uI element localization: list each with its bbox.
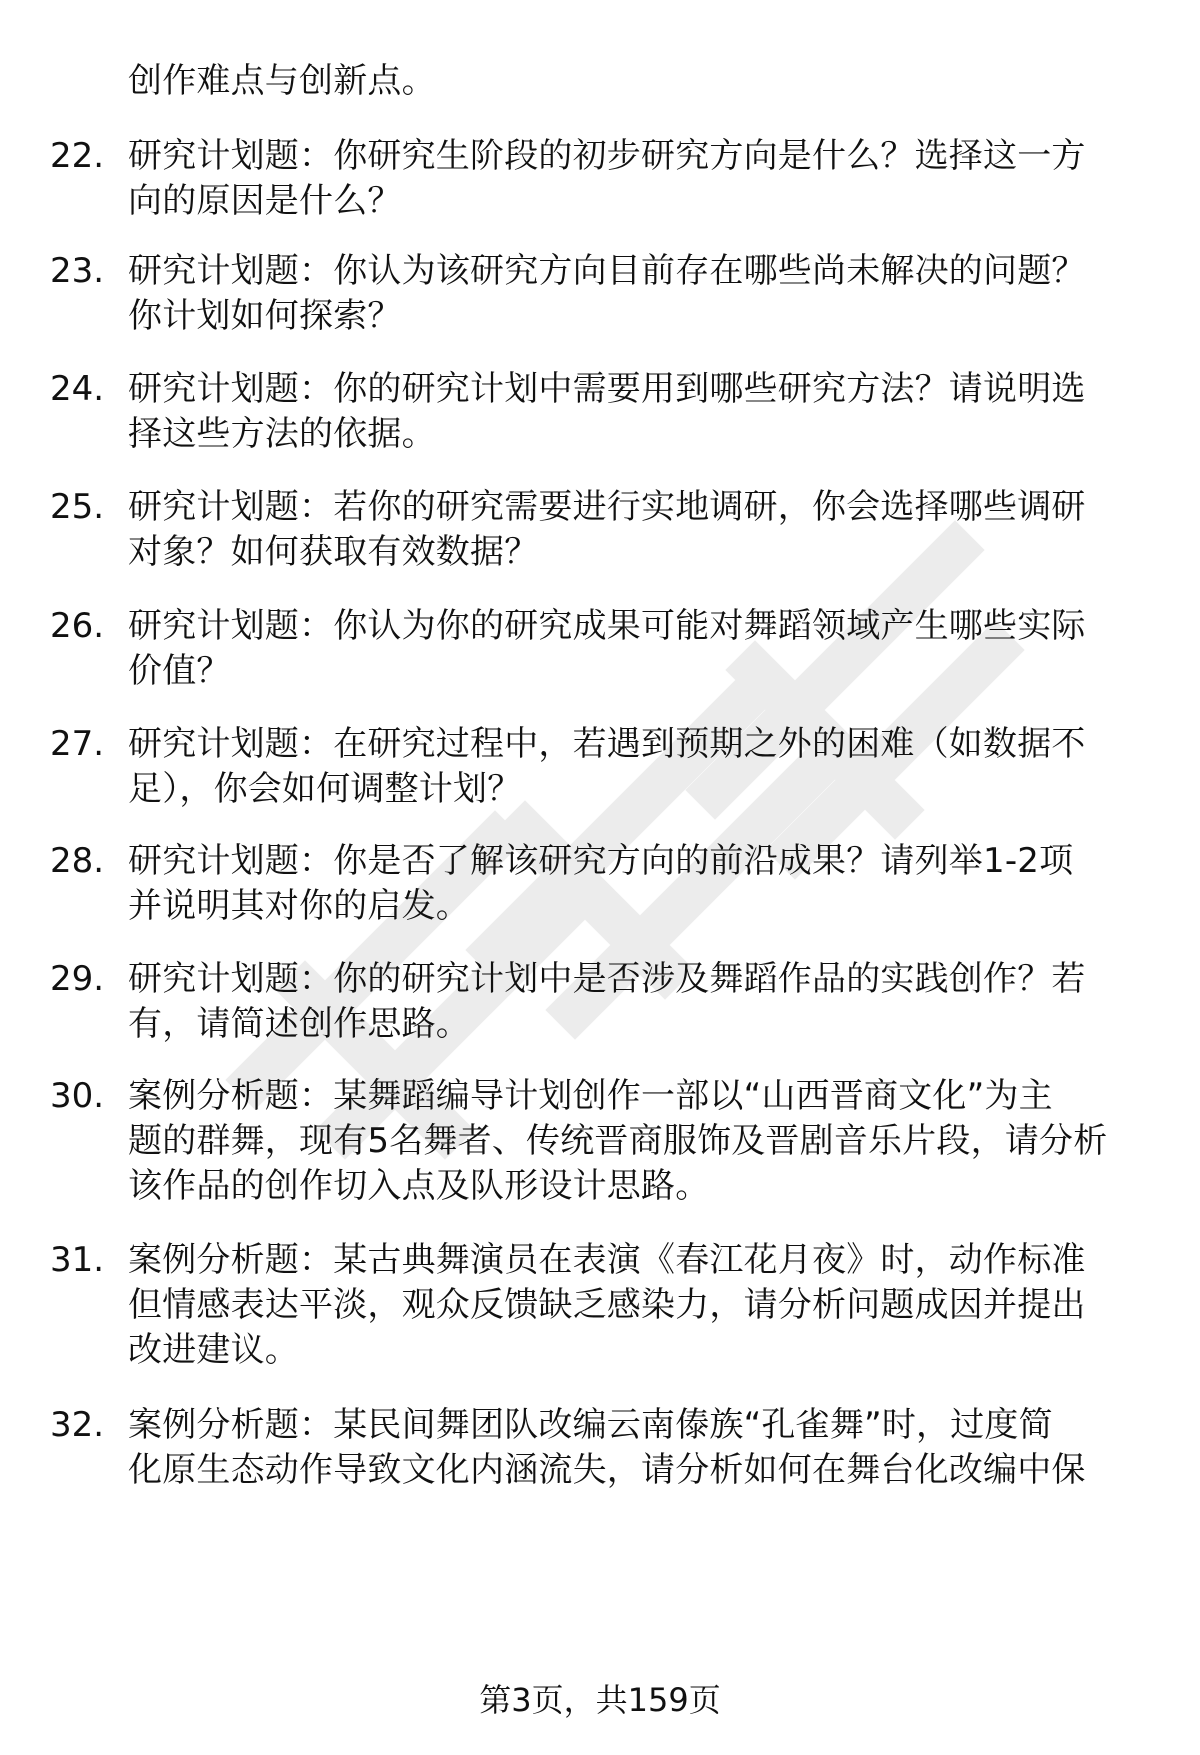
item-text-line: 案例分析题：某古典舞演员在表演《春江花月夜》时，动作标准 xyxy=(128,1240,1086,1280)
item-text-line: 创作难点与创新点。 xyxy=(128,61,436,101)
item-text-line: 你计划如何探索？ xyxy=(128,296,402,336)
item-text-line: 案例分析题：某舞蹈编导计划创作一部以“山西晋商文化”为主 xyxy=(128,1076,1053,1116)
item-number: 29. xyxy=(50,959,105,999)
item-text-line: 研究计划题：在研究过程中，若遇到预期之外的困难（如数据不 xyxy=(128,724,1086,764)
item-text-line: 研究计划题：你的研究计划中是否涉及舞蹈作品的实践创作？若 xyxy=(128,959,1086,999)
item-text-line: 足），你会如何调整计划？ xyxy=(128,769,522,809)
item-number: 30. xyxy=(50,1076,105,1116)
item-text-line: 择这些方法的依据。 xyxy=(128,414,436,454)
item-text-line: 化原生态动作导致文化内涵流失，请分析如何在舞台化改编中保 xyxy=(128,1450,1086,1490)
item-text-line: 该作品的创作切入点及队形设计思路。 xyxy=(128,1166,710,1206)
item-text-line: 研究计划题：你研究生阶段的初步研究方向是什么？选择这一方 xyxy=(128,136,1086,176)
item-number: 22. xyxy=(50,136,105,176)
item-number: 28. xyxy=(50,841,105,881)
item-text-line: 但情感表达平淡，观众反馈缺乏感染力，请分析问题成因并提出 xyxy=(128,1285,1086,1325)
item-number: 26. xyxy=(50,606,105,646)
item-text-line: 研究计划题：你认为该研究方向目前存在哪些尚未解决的问题？ xyxy=(128,251,1086,291)
item-text-line: 有，请简述创作思路。 xyxy=(128,1004,470,1044)
item-text-line: 题的群舞，现有5名舞者、传统晋商服饰及晋剧音乐片段，请分析 xyxy=(128,1121,1108,1161)
page-footer: 第3页，共159页 xyxy=(479,1681,721,1719)
item-text-line: 价值？ xyxy=(128,651,231,691)
item-text-line: 向的原因是什么？ xyxy=(128,181,402,221)
item-text-line: 研究计划题：你认为你的研究成果可能对舞蹈领域产生哪些实际 xyxy=(128,606,1086,646)
item-number: 31. xyxy=(50,1240,105,1280)
item-text-line: 对象？如何获取有效数据？ xyxy=(128,532,539,572)
item-text-line: 改进建议。 xyxy=(128,1330,299,1370)
item-number: 32. xyxy=(50,1405,105,1445)
item-text-line: 案例分析题：某民间舞团队改编云南傣族“孔雀舞”时，过度简 xyxy=(128,1405,1053,1445)
item-text-line: 并说明其对你的启发。 xyxy=(128,886,470,926)
item-text-line: 研究计划题：若你的研究需要进行实地调研，你会选择哪些调研 xyxy=(128,487,1086,527)
item-number: 27. xyxy=(50,724,105,764)
item-number: 23. xyxy=(50,251,105,291)
item-number: 24. xyxy=(50,369,105,409)
item-text-line: 研究计划题：你的研究计划中需要用到哪些研究方法？请说明选 xyxy=(128,369,1086,409)
item-text-line: 研究计划题：你是否了解该研究方向的前沿成果？请列举1-2项 xyxy=(128,841,1074,881)
item-number: 25. xyxy=(50,487,105,527)
